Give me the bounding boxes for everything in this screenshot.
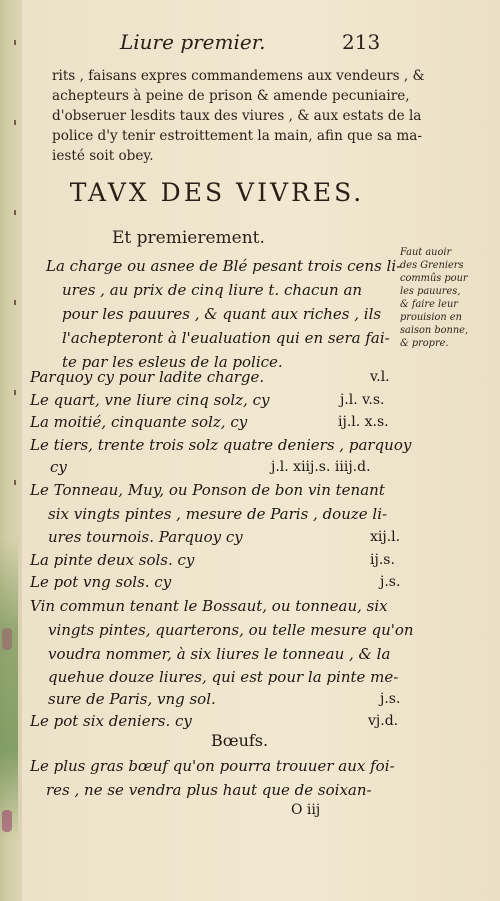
entry-text: vingts pintes, quarterons, ou telle mesure qu'on — [48, 621, 414, 639]
price-entry — [30, 645, 410, 667]
text-line: La charge ou asnee de Blé pesant trois cens li- — [46, 257, 402, 275]
price-entry — [30, 413, 410, 435]
margin-note-line: les pauures, — [400, 286, 461, 297]
entry-value: xij.l. — [370, 529, 401, 545]
margin-note-line: saison bonne, — [400, 325, 469, 336]
entry-value: ij.l. x.s. — [338, 414, 389, 430]
gutter-stain — [0, 540, 18, 840]
entry-text: Le quart, vne liure cinq solz, cy — [30, 391, 270, 409]
entry-value: j.l. xiij.s. iiij.d. — [271, 459, 371, 475]
signature-mark: O iij — [291, 802, 321, 818]
text-line: pour les pauures , & quant aux riches , ils — [62, 305, 382, 323]
entry-text: ures tournois. Parquoy cy — [48, 528, 243, 546]
page-number: 213 — [342, 30, 381, 54]
entry-value: vj.d. — [368, 713, 399, 729]
entry-text: Le pot vng sols. cy — [30, 573, 172, 591]
entry-text: La pinte deux sols. cy — [30, 551, 195, 569]
opening-paragraph — [46, 254, 406, 374]
entry-value: v.l. — [370, 369, 390, 385]
entry-text: Le Tonneau, Muy, ou Ponson de bon vin tenant — [30, 481, 385, 499]
entry-text: Parquoy cy pour ladite charge. — [30, 368, 265, 386]
price-entry — [30, 690, 410, 712]
text-line: res , ne se vendra plus haut que de soixan- — [46, 781, 372, 799]
price-entry — [30, 573, 410, 595]
text-line: l'achepteront à l'eualuation qui en sera fai- — [62, 329, 390, 347]
entry-text: six vingts pintes , mesure de Paris , douze li- — [48, 505, 388, 523]
price-entry — [30, 368, 410, 390]
price-entry — [30, 458, 410, 480]
entry-value: j.s. — [380, 691, 401, 707]
margin-note — [400, 246, 490, 350]
price-entry — [30, 621, 414, 643]
text-line: d'obseruer lesdits taux des viures , & aux estats de la — [52, 108, 422, 124]
binding-mark — [2, 628, 12, 650]
intro-paragraph — [52, 66, 425, 166]
entry-value: j.s. — [380, 574, 401, 590]
margin-note-line: & propre. — [400, 338, 449, 349]
margin-note-line: prouision en — [400, 312, 462, 323]
entry-text: quehue douze liures, qui est pour la pinte me- — [48, 668, 399, 686]
price-entry — [30, 505, 410, 527]
entry-value: ij.s. — [370, 552, 395, 568]
binding-pin — [14, 120, 16, 125]
text-line: iesté soit obey. — [52, 148, 154, 164]
closing-paragraph — [30, 754, 395, 802]
price-entry — [30, 597, 410, 619]
binding-mark — [2, 810, 12, 832]
section-title: TAVX DES VIVRES. — [69, 178, 365, 207]
price-entry — [30, 668, 410, 690]
price-entry — [30, 551, 410, 573]
binding-pin — [14, 210, 16, 215]
binding-pin — [14, 480, 16, 485]
running-title: Liure premier. — [120, 30, 266, 54]
binding-gutter — [0, 0, 22, 901]
binding-pin — [14, 390, 16, 395]
entry-text: Le tiers, trente trois solz quatre deniers , parquoy — [30, 436, 412, 454]
price-entry — [30, 391, 410, 413]
running-header — [120, 30, 400, 60]
text-line: police d'y tenir estroittement la main, afin que sa ma- — [52, 128, 422, 144]
text-line: Le plus gras bœuf qu'on pourra trouuer aux foi- — [30, 757, 395, 775]
entry-text: sure de Paris, vng sol. — [48, 690, 216, 708]
entry-text: voudra nommer, à six liures le tonneau , & la — [48, 645, 391, 663]
entry-value: j.l. v.s. — [340, 392, 385, 408]
entry-text: Le pot six deniers. cy — [30, 712, 192, 730]
section-subtitle: Et premierement. — [112, 228, 265, 248]
margin-note-line: Faut auoir — [400, 247, 452, 258]
price-entry — [30, 436, 410, 458]
entry-text: Vin commun tenant le Bossaut, ou tonneau, six — [30, 597, 388, 615]
text-line: achepteurs à peine de prison & amende pecuniaire, — [52, 88, 410, 104]
text-line: rits , faisans expres commandemens aux vendeurs , & — [52, 68, 425, 84]
section-heading: Bœufs. — [211, 731, 269, 750]
text-line: ures , au prix de cinq liure t. chacun an — [62, 281, 363, 299]
margin-note-line: & faire leur — [400, 299, 458, 310]
margin-note-line: des Greniers — [400, 260, 464, 271]
text-line: te par les esleus de la police. — [62, 353, 283, 371]
price-entry — [30, 528, 410, 550]
margin-note-line: commûs pour — [400, 273, 468, 284]
price-entry — [30, 481, 410, 503]
entry-text: La moitié, cinquante solz, cy — [30, 413, 248, 431]
entry-text: cy — [50, 458, 67, 476]
binding-pin — [14, 300, 16, 305]
binding-pin — [14, 40, 16, 45]
